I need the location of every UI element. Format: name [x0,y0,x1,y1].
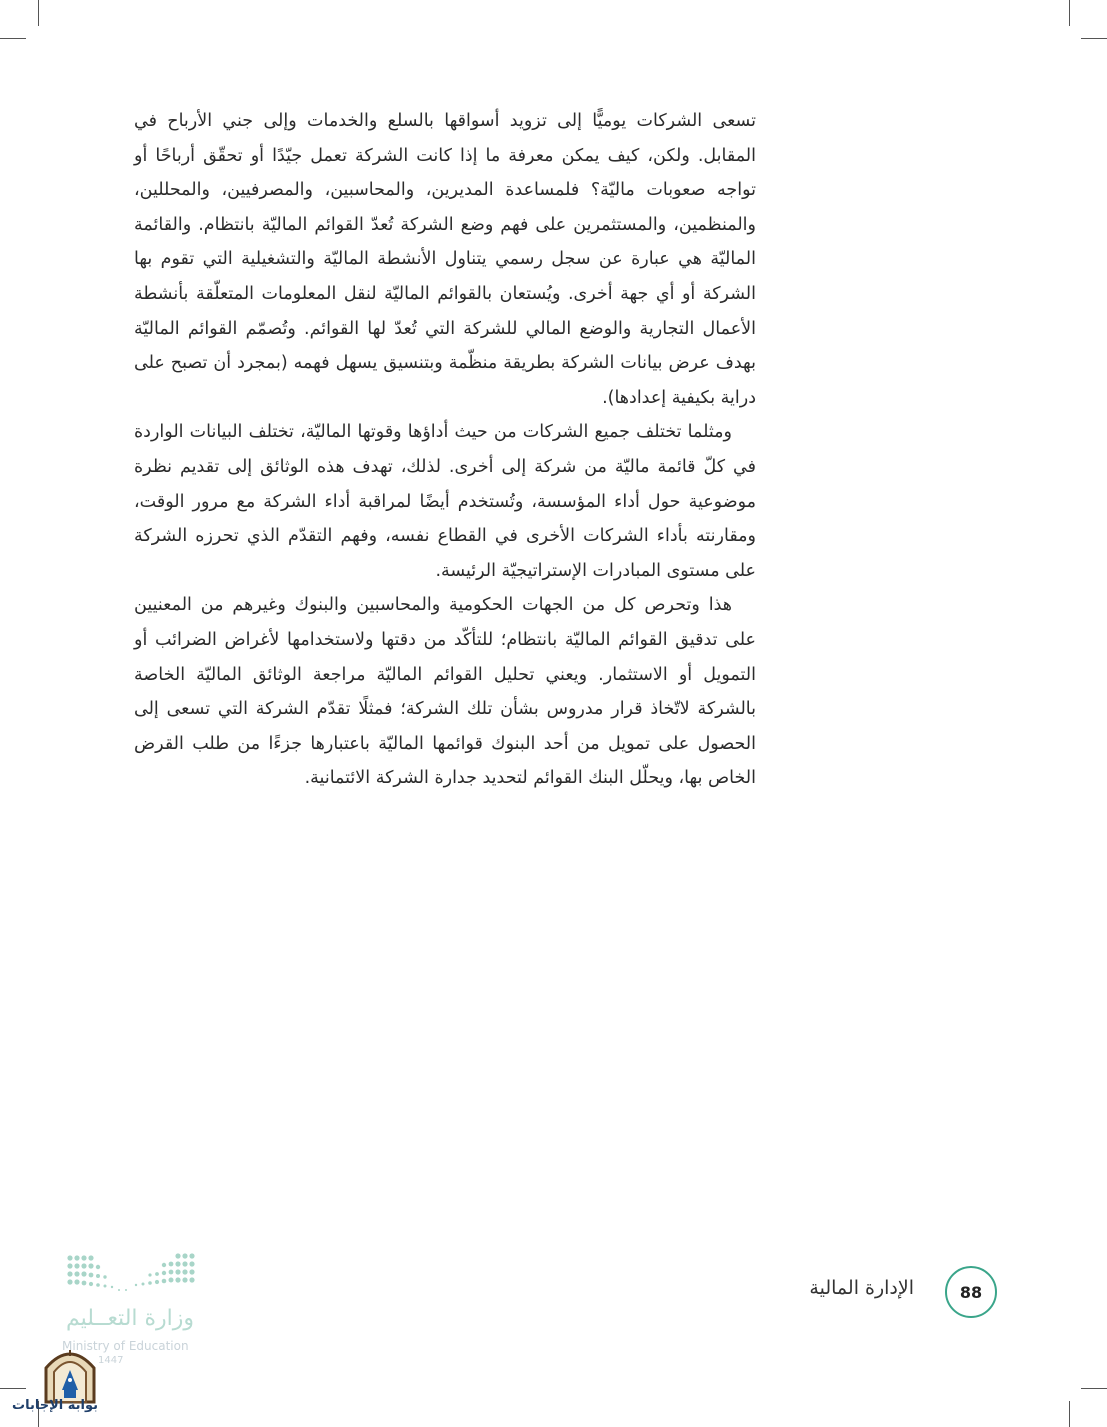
crop-mark [1069,1401,1070,1427]
ministry-year: 1447 [98,1355,124,1366]
crop-mark [0,1388,26,1389]
page-number-badge [945,1266,997,1318]
paragraph: هذا وتحرص كل من الجهات الحكومية والمحاسبين والبنوك وغيرهم من المعنيين على تدقيق القوائم الماليّة بانتظام؛ للتأكّد من دقتها ولاستخدامها لأغراض الضرائب أو التمويل أو الاستثمار. ويعني تحليل القوائم الماليّة مراجعة الوثائق الماليّة الخاصة بالشركة لاتّخاذ قرار مدروس بشأن تلك الشركة؛ فمثلًا تقدّم الشركة التي تسعى إلى الحصول على تمويل من أحد البنوك قوائمها الماليّة باعتبارها جزءًا من طلب القرض الخاص بها، ويحلّل البنك القوائم لتحديد جدارة الشركة الائتمانية. [134,595,756,789]
ministry-name-ar: وزارة التعــليم [65,1306,195,1331]
paragraph: تسعى الشركات يوميًّا إلى تزويد أسواقها بالسلع والخدمات وإلى جني الأرباح في المقابل. ولكن، كيف يمكن معرفة ما إذا كانت الشركة تعمل جيّدًا أو تحقّق أرباحًا أو تواجه صعوبات ماليّة؟ فلمساعدة المديرين، والمحاسبين، والمصرفيين، والمحللين، والمنظمين، والمستثمرين على فهم وضع الشركة تُعدّ القوائم الماليّة بانتظام. والقائمة الماليّة هي عبارة عن سجل رسمي يتناول الأنشطة الماليّة والتشغيلية التي تقوم بها الشركة أو أي جهة أخرى. ويُستعان بالقوائم الماليّة لنقل المعلومات المتعلّقة بأنشطة الأعمال التجارية والوضع المالي للشركة التي تُعدّ لها القوائم. وتُصمّم القوائم الماليّة بهدف عرض بيانات الشركة بطريقة منظّمة وبتنسيق يسهل فهمه (بمجرد أن تصبح على دراية بكيفية إعدادها). [134,111,756,408]
crop-mark [1069,0,1070,26]
crop-mark [0,38,26,39]
portal-name: بوابة الإجابات [12,1398,98,1413]
chapter-title: الإدارة المالية [809,1277,914,1299]
portal-logo-icon [38,1346,102,1404]
paragraph: ومثلما تختلف جميع الشركات من حيث أداؤها وقوتها الماليّة، تختلف البيانات الواردة في كلّ قائمة ماليّة من شركة إلى أخرى. لذلك، تهدف هذه الوثائق إلى تقديم نظرة موضوعية حول أداء المؤسسة، وتُستخدم أيضًا لمراقبة أداء الشركة مع مرور الوقت، ومقارنته بأداء الشركات الأخرى في القطاع نفسه، وفهم التقدّم الذي تحرزه الشركة على مستوى المبادرات الإستراتيجيّة الرئيسة. [134,422,756,581]
ministry-name-en: Ministry of Education [62,1339,189,1353]
crop-mark [38,0,39,26]
crop-mark [1081,38,1107,39]
crop-mark [1081,1388,1107,1389]
page-number: 88 [959,1282,983,1302]
body-text [134,104,756,796]
